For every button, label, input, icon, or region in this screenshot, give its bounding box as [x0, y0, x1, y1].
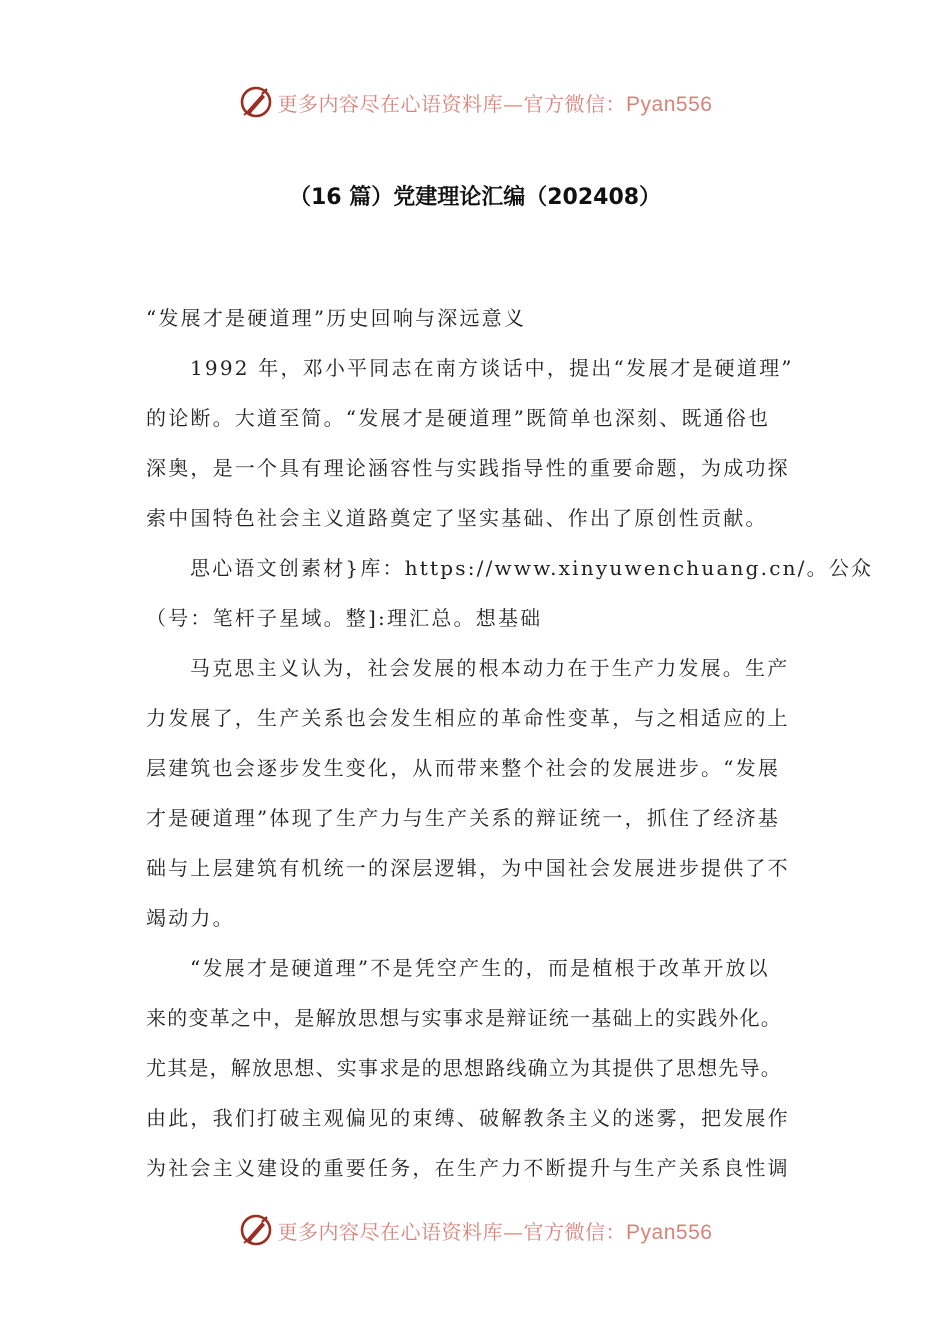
header-banner — [0, 82, 950, 122]
paragraph-line: 竭动力。 — [146, 906, 235, 930]
watermark-line: （号：笔杆子星域。整]:理汇总。想基础 — [146, 606, 543, 630]
document-title: （16 篇）党建理论汇编（202408） — [288, 185, 662, 210]
banner-text: 更多内容尽在心语资料库—官方微信：Pyan556 — [277, 1219, 713, 1244]
pen-logo-icon — [238, 84, 274, 120]
paragraph-line: 深奥，是一个具有理论涵容性与实践指导性的重要命题，为成功探 — [146, 456, 790, 480]
paragraph-line: 由此，我们打破主观偏见的束缚、破解教条主义的迷雾，把发展作 — [146, 1106, 790, 1130]
paragraph-line: 马克思主义认为，社会发展的根本动力在于生产力发展。生产 — [190, 656, 790, 680]
paragraph-line: 来的变革之中，是解放思想与实事求是辩证统一基础上的实践外化。 — [146, 1006, 782, 1030]
section-heading: “发展才是硬道理”历史回响与深远意义 — [146, 306, 527, 330]
banner-text: 更多内容尽在心语资料库—官方微信：Pyan556 — [277, 91, 713, 116]
paragraph-line: 才是硬道理”体现了生产力与生产关系的辩证统一，抓住了经济基 — [146, 806, 781, 830]
paragraph-line: 层建筑也会逐步发生变化，从而带来整个社会的发展进步。“发展 — [146, 756, 781, 780]
paragraph-line: 索中国特色社会主义道路奠定了坚实基础、作出了原创性贡献。 — [146, 506, 768, 530]
paragraph-line: 为社会主义建设的重要任务，在生产力不断提升与生产关系良性调 — [146, 1156, 790, 1180]
paragraph-line: 力发展了，生产关系也会发生相应的革命性变革，与之相适应的上 — [146, 706, 790, 730]
footer-banner — [0, 1210, 950, 1250]
paragraph-line: 尤其是，解放思想、实事求是的思想路线确立为其提供了思想先导。 — [146, 1056, 782, 1080]
paragraph-line: 1992 年，邓小平同志在南方谈话中，提出“发展才是硬道理” — [190, 356, 794, 380]
paragraph-line: 的论断。大道至简。“发展才是硬道理”既简单也深刻、既通俗也 — [146, 406, 771, 430]
paragraph-line: 础与上层建筑有机统一的深层逻辑，为中国社会发展进步提供了不 — [146, 856, 790, 880]
pen-logo-icon — [238, 1212, 274, 1248]
document-body — [146, 296, 874, 1196]
watermark-line: 思心语文创素材}库：https://www.xinyuwenchuang.cn/。公众 — [190, 556, 874, 580]
paragraph-line: “发展才是硬道理”不是凭空产生的，而是植根于改革开放以 — [190, 956, 770, 980]
